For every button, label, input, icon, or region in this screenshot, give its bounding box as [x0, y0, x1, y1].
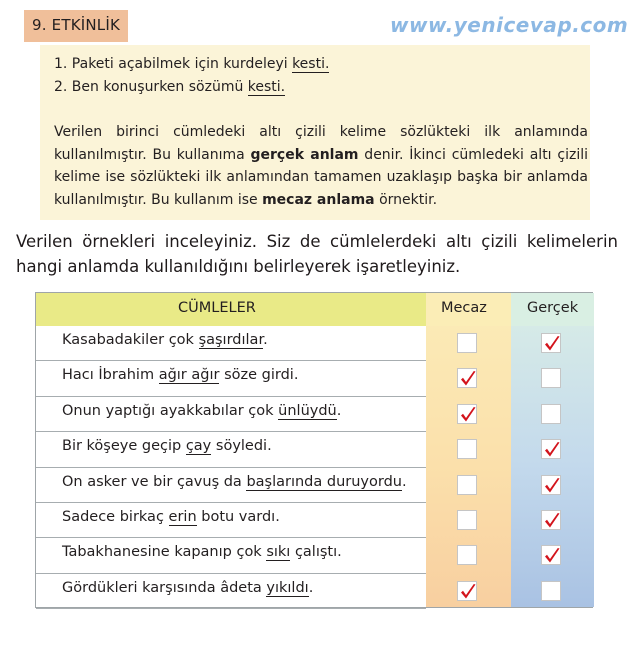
table-row	[36, 468, 594, 503]
gercek-checkbox[interactable]	[541, 333, 561, 353]
check-mark-icon	[458, 369, 478, 389]
sentence-part: çalıştı.	[290, 544, 342, 561]
table-row	[36, 397, 594, 432]
check-mark-icon	[542, 511, 562, 531]
underlined-word: ağır ağır	[158, 367, 220, 384]
sentence-part: söze girdi.	[219, 367, 299, 384]
table-row	[36, 361, 594, 396]
check-mark-icon	[458, 582, 478, 602]
sentence-part: .	[401, 473, 407, 490]
activity-label: 9. ETKİNLİK	[32, 16, 121, 34]
sentence-text	[62, 544, 342, 560]
gercek-checkbox[interactable]	[541, 475, 561, 495]
check-mark-icon	[542, 440, 562, 460]
underlined-word: şaşırdılar	[198, 332, 264, 348]
explanation-part-3: örnektir.	[374, 191, 438, 208]
underlined-word: erin	[168, 509, 197, 525]
sentence-part: botu vardı.	[196, 509, 280, 525]
underlined-word: sıkı	[266, 544, 291, 561]
gercek-checkbox[interactable]	[541, 404, 561, 424]
underlined-word: ünlüydü	[278, 402, 337, 419]
mecaz-checkbox[interactable]	[457, 581, 477, 601]
gercek-checkbox[interactable]	[541, 439, 561, 459]
sentence-part: Gördükleri karşısında âdeta	[62, 579, 267, 596]
gercek-checkbox[interactable]	[541, 581, 561, 601]
sentence-part: Bir köşeye geçip	[62, 438, 186, 455]
example-1-underlined: kesti.	[292, 56, 330, 72]
table-row	[36, 574, 594, 609]
sentence-text	[62, 509, 280, 525]
sentence-part: On asker ve bir çavuş da	[62, 473, 247, 490]
mecaz-checkbox[interactable]	[457, 404, 477, 424]
sentence-text	[62, 403, 341, 419]
explanation-part-2: denir. İkinci cümledeki altı çizili kelime ise sözlükteki ilk anlamından tamamen uzaklaşıp başka bir anlamda kullanılmıştır. Bu kullanım ise	[54, 146, 588, 208]
gercek-checkbox[interactable]	[541, 510, 561, 530]
explanation-part-1: Verilen birinci cümledeki altı çizili kelime sözlükteki ilk anlamında kullanılmıştır. Bu kullanıma	[54, 124, 588, 163]
underlined-word: başlarında duruyordu	[246, 473, 402, 490]
gercek-checkbox[interactable]	[541, 368, 561, 388]
mecaz-checkbox[interactable]	[457, 439, 477, 459]
term-mecaz-anlama: mecaz anlama	[262, 191, 375, 208]
watermark: www.yenicevap.com	[390, 13, 629, 37]
example-1-text: 1. Paketi açabilmek için kurdeleyi	[54, 56, 293, 72]
mecaz-checkbox[interactable]	[457, 333, 477, 353]
example-sentence-2	[54, 76, 285, 98]
sentence-part: Onun yaptığı ayakkabılar çok	[62, 402, 279, 419]
instruction-text: Verilen örnekleri inceleyiniz. Siz de cümlelerdeki altı çizili kelimelerin hangi anlamda kullanıldığını belirleyerek işaretleyiniz.	[16, 232, 618, 276]
row-divider	[36, 608, 426, 609]
check-mark-icon	[458, 405, 478, 425]
sentence-part: Kasabadakiler çok	[62, 332, 199, 348]
activity-badge	[24, 10, 128, 42]
example-2-underlined: kesti.	[247, 79, 286, 95]
check-mark-icon	[542, 546, 562, 566]
sentence-part: .	[263, 332, 268, 348]
header-mecaz: Mecaz	[441, 300, 487, 316]
sentence-text	[62, 474, 407, 490]
gercek-checkbox[interactable]	[541, 545, 561, 565]
example-2-text: 2. Ben konuşurken sözümü	[54, 79, 248, 95]
term-gercek-anlam: gerçek anlam	[250, 146, 359, 163]
sentence-part: .	[308, 579, 314, 596]
sentence-part: söyledi.	[211, 438, 272, 455]
mecaz-checkbox[interactable]	[457, 475, 477, 495]
example-sentence-1	[54, 53, 329, 75]
sentence-part: Tabakhanesine kapanıp çok	[62, 544, 267, 561]
example-info-box	[40, 45, 590, 220]
table-row	[36, 432, 594, 467]
sentence-text	[62, 332, 268, 348]
sentence-part: .	[336, 402, 342, 419]
table-row	[36, 538, 594, 573]
underlined-word: yıkıldı	[266, 579, 309, 596]
mecaz-checkbox[interactable]	[457, 545, 477, 565]
sentence-part: Hacı İbrahim	[62, 367, 159, 384]
mecaz-checkbox[interactable]	[457, 368, 477, 388]
sentence-part: Sadece birkaç	[62, 509, 169, 525]
sentence-text	[62, 580, 313, 596]
header-sentences: CÜMLELER	[178, 300, 256, 316]
sentence-text	[62, 367, 298, 383]
mecaz-checkbox[interactable]	[457, 510, 477, 530]
explanation-paragraph	[54, 121, 588, 211]
header-gercek: Gerçek	[527, 300, 579, 316]
check-mark-icon	[542, 334, 562, 354]
check-mark-icon	[542, 476, 562, 496]
table-row	[36, 326, 594, 361]
table-row	[36, 503, 594, 538]
answer-table	[35, 292, 593, 608]
underlined-word: çay	[185, 438, 212, 455]
sentence-text	[62, 438, 272, 454]
